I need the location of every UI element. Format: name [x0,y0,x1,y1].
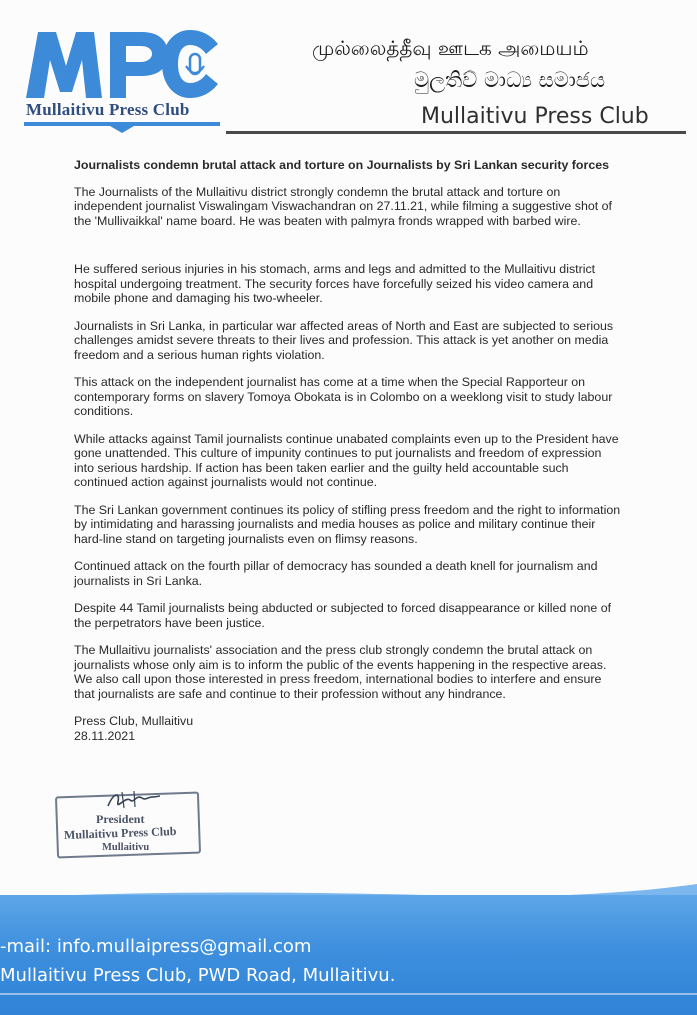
paragraph: The Journalists of the Mullaitivu district strongly condemn the brutal attack and torture on independent journalist Viswalingam Viswachandran on 27.11.21, while filming a suggestive shot of the 'Mullivaikkal' name board. He was beaten with palmyra fronds wrapped with barbed wire. [74,184,612,228]
paragraph: Journalists in Sri Lanka, in particular war affected areas of North and East are subjected to serious challenges amidst severe threats to their lives and profession. This attack is yet another on media freedom and a serious human rights violation. [74,318,614,362]
paragraph: This attack on the independent journalist has come at a time when the Special Rapporteur on contemporary forms on slavery Tomoya Obokata is in Colombo on a weeklong visit to study labour conditions. [74,375,613,418]
stamp-organization: Mullaitivu Press Club [63,824,177,842]
logo-ribbon [24,120,220,134]
paragraph: While attacks against Tamil journalists continue unabated complaints even up to the President have gone unattended. This culture of impunity continues to put journalists and freedom of expression into serious hardship. If action has been taken earlier and the guilty held accountable such continued action against journalists would not continue. [74,431,619,489]
footer-email[interactable]: -mail: info.mullaipress@gmail.com [0,936,312,957]
sign-date: 28.11.2021 [74,728,136,743]
mpc-logo [22,26,222,106]
paragraph: The Mullaitivu journalists' association and the press club strongly condemn the brutal attack on journalists whose only aim is to inform the public of the events happening in the respective areas. We also call upon those interested in press freedom, international bodies to interfere and ensure that journalists are safe and continue to their profession without any hindrance. [74,643,607,701]
header-divider [226,131,686,134]
signature-block [74,714,622,743]
sinhala-club-name: මුලතිව් මාධ්‍ය සමාජය [414,68,606,92]
stamp-title: President [96,812,145,826]
president-stamp [56,788,202,852]
letter-body [74,158,622,743]
stamp-town: Mullaitivu [102,842,150,853]
paragraph: Continued attack on the fourth pillar of democracy has sounded a death knell for journalism and journalists in Sri Lanka. [74,559,598,588]
english-club-name: Mullaitivu Press Club [421,104,649,129]
sign-organization: Press Club, Mullaitivu [74,714,194,728]
letter-headline: Journalists condemn brutal attack and torture on Journalists by Sri Lankan security forces [74,158,609,172]
footer-address: Mullaitivu Press Club, PWD Road, Mullaitivu. [0,965,396,986]
handwritten-signature [104,788,164,812]
tamil-club-name: முல்லைத்தீவு ஊடக அமையம் [312,36,589,60]
paragraph: Despite 44 Tamil journalists being abducted or subjected to forced disappearance or killed none of the perpetrators have been justice. [74,601,612,630]
paragraph: The Sri Lankan government continues its policy of stifling press freedom and the right to information by intimidating and harassing journalists and media houses as police and military continue their hard-line stand on targeting journalists even on flimsy reasons. [74,502,621,546]
footer-divider [0,993,697,995]
paragraph: He suffered serious injuries in his stomach, arms and legs and admitted to the Mullaitivu district hospital undergoing treatment. The security forces have forcefully seized his video camera and mobile phone and damaging his two-wheeler. [74,262,596,305]
logo-club-name: Mullaitivu Press Club [26,100,190,119]
